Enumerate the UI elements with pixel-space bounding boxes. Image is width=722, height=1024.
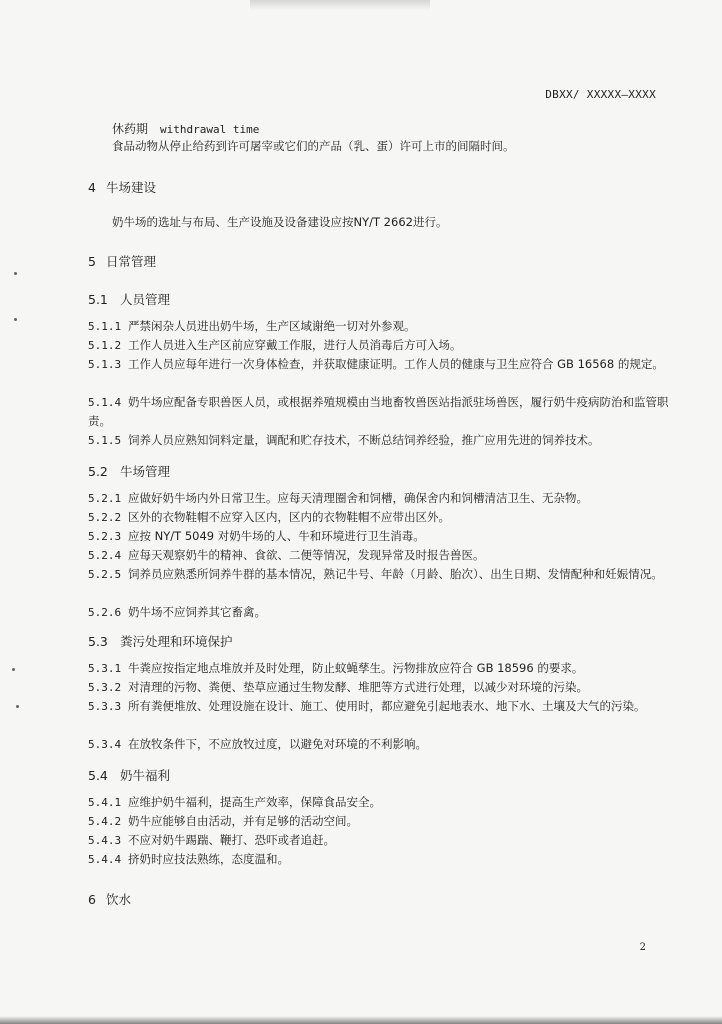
clause-text: 饲养人员应熟知饲料定量，调配和贮存技术，不断总结饲养经验，推广应用先进的饲养技术。 (128, 433, 600, 447)
clause-number: 5.3.2 (88, 681, 122, 694)
clause-number: 5.2.6 (88, 606, 122, 619)
term-heading (112, 120, 259, 137)
scan-artifact-top (250, 0, 430, 10)
clause-number: 5.1.5 (88, 434, 122, 447)
section-4-heading (88, 178, 156, 196)
clause-number: 5.3.1 (88, 662, 122, 675)
clause-text: 不应对奶牛踢踹、鞭打、恐吓或者追赶。 (128, 833, 335, 847)
term-name: 休药期 (112, 122, 149, 136)
clause-5-1-2 (88, 336, 688, 355)
subsection-number: 5.4 (88, 768, 108, 783)
clause-number: 5.1.4 (88, 396, 122, 409)
clause-text: 应每天观察奶牛的精神、食欲、二便等情况，发现异常及时报告兽医。 (128, 548, 485, 562)
section-number: 5 (88, 254, 96, 269)
clause-5-1-5 (88, 431, 688, 450)
clause-number: 5.2.4 (88, 549, 122, 562)
clause-text: 工作人员进入生产区前应穿戴工作服，进行人员消毒后方可入场。 (128, 338, 462, 352)
clause-5-3-3 (88, 697, 688, 716)
clause-5-3-1 (88, 659, 688, 678)
clause-5-1-3 (88, 355, 688, 374)
section-title: 牛场建设 (106, 180, 157, 195)
clause-number: 5.4.4 (88, 853, 122, 866)
clause-text: 区外的衣物鞋帽不应穿入区内，区内的衣物鞋帽不应带出区外。 (128, 510, 450, 524)
clause-text: 严禁闲杂人员进出奶牛场，生产区域谢绝一切对外参观。 (128, 319, 416, 333)
clause-number: 5.4.2 (88, 815, 122, 828)
term-english: withdrawal time (160, 123, 260, 136)
scan-speck (12, 668, 15, 671)
clause-text: 奶牛场应配备专职兽医人员，或根据养殖规模由当地畜牧兽医站指派驻场兽医，履行奶牛疫病防治和监管职责。 (88, 395, 669, 428)
clause-number: 5.4.1 (88, 796, 122, 809)
scan-speck (16, 705, 19, 708)
clause-text: 应维护奶牛福利，提高生产效率，保障食品安全。 (128, 795, 381, 809)
scan-speck (14, 318, 17, 321)
clause-text: 所有粪便堆放、处理设施在设计、施工、使用时，都应避免引起地表水、地下水、土壤及大气的污染。 (128, 699, 646, 713)
page-number: 2 (639, 942, 646, 953)
clause-5-1-1 (88, 317, 688, 336)
document-code: DBXX/ XXXXX—XXXX (545, 88, 656, 101)
clause-5-3-4 (88, 735, 688, 754)
clause-text: 牛粪应按指定地点堆放并及时处理，防止蚊蝇孳生。污物排放应符合 GB 18596 的要求。 (128, 661, 584, 675)
section-5-2-heading (88, 462, 170, 480)
section-title: 日常管理 (106, 254, 157, 269)
clause-5-1-4 (88, 393, 688, 430)
clause-5-2-2 (88, 508, 688, 527)
clause-number: 5.2.2 (88, 511, 122, 524)
clause-number: 5.4.3 (88, 834, 122, 847)
clause-number: 5.3.4 (88, 738, 122, 751)
clause-number: 5.1.3 (88, 358, 122, 371)
clause-number: 5.3.3 (88, 700, 122, 713)
clause-text: 对清理的污物、粪便、垫草应通过生物发酵、堆肥等方式进行处理，以减少对环境的污染。 (128, 680, 588, 694)
section-number: 4 (88, 180, 96, 195)
subsection-title: 牛场管理 (120, 464, 171, 479)
scan-speck (14, 272, 17, 275)
clause-text: 奶牛应能够自由活动，并有足够的活动空间。 (128, 814, 358, 828)
clause-5-2-6 (88, 603, 688, 622)
clause-text: 在放牧条件下，不应放牧过度，以避免对环境的不利影响。 (128, 737, 427, 751)
section-5-1-heading (88, 290, 170, 308)
clause-text: 饲养员应熟悉所饲养牛群的基本情况，熟记牛号、年龄（月龄、胎次）、出生日期、发情配种和妊娠情况。 (128, 567, 663, 581)
subsection-title: 奶牛福利 (120, 768, 171, 783)
clause-5-2-3 (88, 527, 688, 546)
subsection-number: 5.3 (88, 634, 108, 649)
subsection-number: 5.2 (88, 464, 108, 479)
term-definition: 食品动物从停止给药到许可屠宰或它们的产品（乳、蛋）许可上市的间隔时间。 (112, 139, 515, 153)
clause-text: 工作人员应每年进行一次身体检查，并获取健康证明。工作人员的健康与卫生应符合 GB 16568 的规定。 (128, 357, 664, 371)
clause-number: 5.2.5 (88, 568, 122, 581)
clause-text: 挤奶时应技法熟练，态度温和。 (128, 852, 289, 866)
clause-number: 5.1.2 (88, 339, 122, 352)
clause-5-2-4 (88, 546, 688, 565)
subsection-title: 人员管理 (120, 292, 171, 307)
section-5-4-heading (88, 766, 170, 784)
section-4-text: 奶牛场的选址与布局、生产设施及设备建设应按NY/T 2662进行。 (112, 215, 448, 229)
section-6-heading (88, 890, 131, 908)
subsection-number: 5.1 (88, 292, 108, 307)
clause-5-4-2 (88, 812, 688, 831)
clause-number: 5.2.1 (88, 492, 122, 505)
clause-5-2-5 (88, 565, 688, 584)
clause-5-4-4 (88, 850, 688, 869)
clause-text: 奶牛场不应饲养其它畜禽。 (128, 605, 266, 619)
section-title: 饮水 (106, 892, 132, 907)
subsection-title: 粪污处理和环境保护 (120, 634, 233, 649)
clause-number: 5.2.3 (88, 530, 122, 543)
clause-5-4-1 (88, 793, 688, 812)
clause-5-3-2 (88, 678, 688, 697)
clause-text: 应按 NY/T 5049 对奶牛场的人、牛和环境进行卫生消毒。 (128, 529, 425, 543)
clause-text: 应做好奶牛场内外日常卫生。应每天清理圈舍和饲槽，确保舍内和饲槽清洁卫生、无杂物。 (128, 491, 588, 505)
section-5-3-heading (88, 632, 233, 650)
section-5-heading (88, 252, 156, 270)
section-number: 6 (88, 892, 96, 907)
clause-5-4-3 (88, 831, 688, 850)
clause-5-2-1 (88, 489, 688, 508)
scan-artifact-bottom (0, 1016, 722, 1024)
clause-number: 5.1.1 (88, 320, 122, 333)
